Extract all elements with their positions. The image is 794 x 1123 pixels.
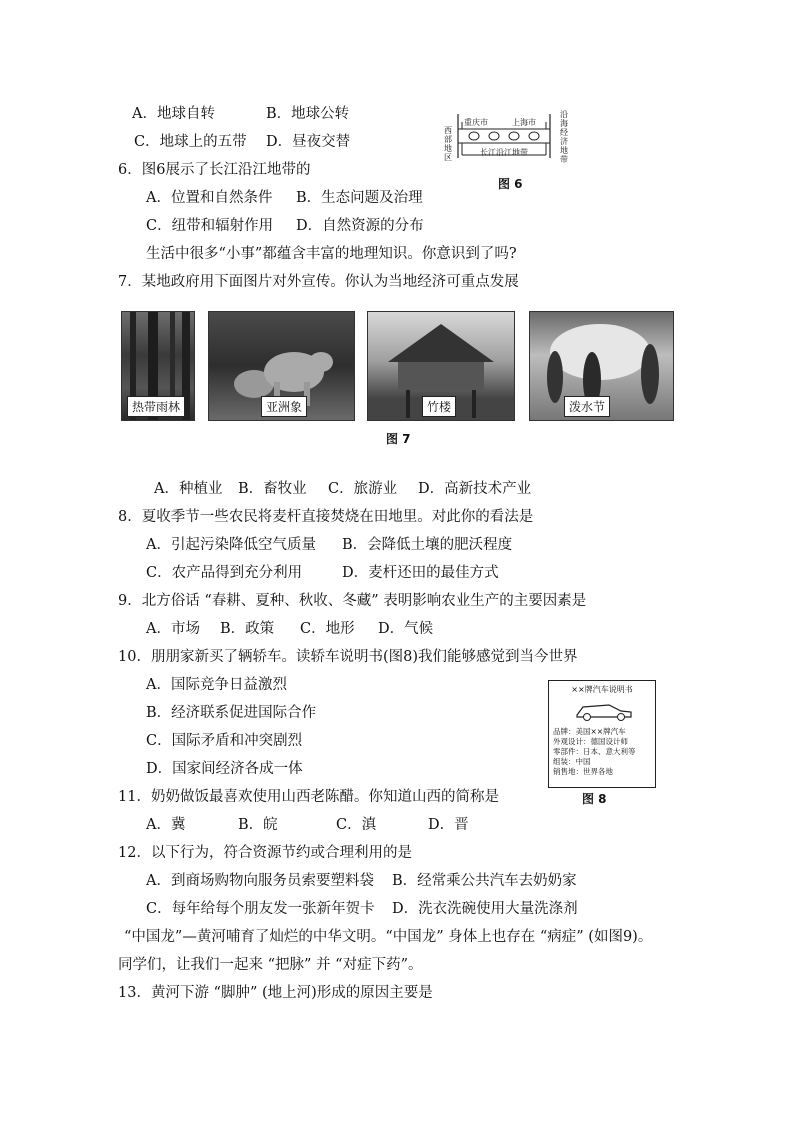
fig6-west-char-4: 区 [444, 153, 452, 162]
photo-asian-elephant-label: 亚洲象 [261, 396, 307, 417]
fig6-shanghai-label: 上海市 [512, 118, 536, 127]
figure-8-car-manual [548, 680, 656, 788]
q7-option-a: A．种植业 [154, 481, 223, 497]
q5-option-d: D．昼夜交替 [266, 134, 351, 150]
q9-option-b: B．政策 [220, 621, 275, 637]
fig8-line-brand: 品牌：美国××牌汽车 [553, 727, 626, 736]
q5-option-c: C．地球上的五带 [134, 134, 247, 150]
fig8-title: ××牌汽车说明书 [571, 685, 633, 694]
q6-option-d: D．自然资源的分布 [296, 218, 424, 234]
q7-option-b: B．畜牧业 [238, 481, 307, 497]
q10-option-a: A．国际竞争日益激烈 [146, 677, 287, 693]
intro-dragon-line-1: “中国龙”—黄河哺育了灿烂的中华文明。“中国龙” 身体上也存在 “病症” (如图9)。 [124, 929, 653, 945]
q11-option-c: C．滇 [336, 817, 377, 833]
q9-stem: 9．北方俗话 “春耕、夏种、秋收、冬藏” 表明影响农业生产的主要因素是 [118, 593, 587, 609]
q12-option-c: C．每年给每个朋友发一张新年贺卡 [146, 901, 375, 917]
fig7-caption: 图 7 [386, 432, 411, 446]
figure-6-diagram [442, 110, 582, 180]
q10-option-c: C．国际矛盾和冲突剧烈 [146, 733, 303, 749]
q12-stem: 12．以下行为，符合资源节约或合理利用的是 [118, 845, 412, 861]
q11-option-a: A．冀 [146, 817, 186, 833]
intro-dragon-line-2: 同学们，让我们一起来 “把脉” 并 “对症下药”。 [118, 957, 423, 973]
fig8-line-assembly: 组装：中国 [553, 757, 591, 766]
photo-asian-elephant [208, 311, 355, 421]
fig6-coast-char-1: 沿 [560, 110, 568, 119]
q6-option-b: B．生态问题及治理 [296, 190, 423, 206]
q9-option-d: D．气候 [378, 621, 434, 637]
fig6-coast-char-5: 地 [560, 146, 568, 155]
photo-rainforest-label: 热带雨林 [127, 396, 185, 417]
q8-option-a: A．引起污染降低空气质量 [146, 537, 316, 553]
q7-option-c: C．旅游业 [328, 481, 398, 497]
q8-option-c: C．农产品得到充分利用 [146, 565, 303, 581]
q5-option-b: B．地球公转 [266, 106, 350, 122]
photo-bamboo-house [367, 311, 515, 421]
q12-option-a: A．到商场购物向服务员索要塑料袋 [146, 873, 374, 889]
q6-stem: 6．图6展示了长江沿江地带的 [118, 162, 311, 178]
fig6-belt-label: 长江沿江地带 [480, 148, 528, 157]
fig6-west-char-2: 部 [444, 135, 452, 144]
photo-bamboo-house-label: 竹楼 [422, 396, 456, 417]
fig6-west-char-3: 地 [444, 144, 452, 153]
q13-stem: 13．黄河下游 “脚肿” (地上河)形成的原因主要是 [118, 985, 433, 1001]
q11-stem: 11．奶奶做饭最喜欢使用山西老陈醋。你知道山西的简称是 [118, 789, 499, 805]
q7-option-d: D．高新技术产业 [418, 481, 532, 497]
fig6-coast-char-6: 带 [560, 155, 568, 164]
fig8-caption: 图 8 [582, 792, 607, 806]
q8-stem: 8．夏收季节一些农民将麦杆直接焚烧在田地里。对此你的看法是 [118, 509, 534, 525]
q5-option-a: A．地球自转 [132, 106, 215, 122]
q6-option-c: C．纽带和辐射作用 [146, 218, 274, 234]
fig6-coast-char-2: 海 [560, 119, 568, 128]
fig6-chongqing-label: 重庆市 [464, 118, 488, 127]
q10-stem: 10．朋朋家新买了辆轿车。读轿车说明书(图8)我们能够感觉到当今世界 [118, 649, 578, 665]
q11-option-d: D．晋 [428, 817, 469, 833]
q8-option-b: B．会降低土壤的肥沃程度 [342, 537, 513, 553]
fig8-line-design: 外观设计：德国设计师 [553, 737, 628, 746]
q10-option-b: B．经济联系促进国际合作 [146, 705, 317, 721]
fig6-coast-char-3: 经 [560, 128, 568, 137]
fig6-caption: 图 6 [498, 177, 523, 191]
q7-stem: 7．某地政府用下面图片对外宣传。你认为当地经济可重点发展 [118, 274, 519, 290]
photo-water-festival [529, 311, 674, 421]
q12-option-b: B．经常乘公共汽车去奶奶家 [392, 873, 577, 889]
photo-water-festival-label: 泼水节 [564, 396, 610, 417]
fig8-line-parts: 零部件：日本、意大利等 [553, 747, 636, 756]
q6-option-a: A．位置和自然条件 [146, 190, 273, 206]
q11-option-b: B．皖 [238, 817, 278, 833]
fig6-west-char-1: 西 [444, 126, 452, 135]
fig8-line-market: 销售地：世界各地 [553, 767, 613, 776]
q10-option-d: D．国家间经济各成一体 [146, 761, 303, 777]
q9-option-a: A．市场 [146, 621, 200, 637]
q8-option-d: D．麦杆还田的最佳方式 [342, 565, 499, 581]
fig6-coast-char-4: 济 [560, 137, 568, 146]
intro-life-paragraph: 生活中很多“小事”都蕴含丰富的地理知识。你意识到了吗? [146, 246, 517, 262]
q9-option-c: C．地形 [300, 621, 355, 637]
q12-option-d: D．洗衣洗碗使用大量洗涤剂 [392, 901, 578, 917]
photo-rainforest [121, 311, 195, 421]
car-icon [549, 695, 655, 725]
